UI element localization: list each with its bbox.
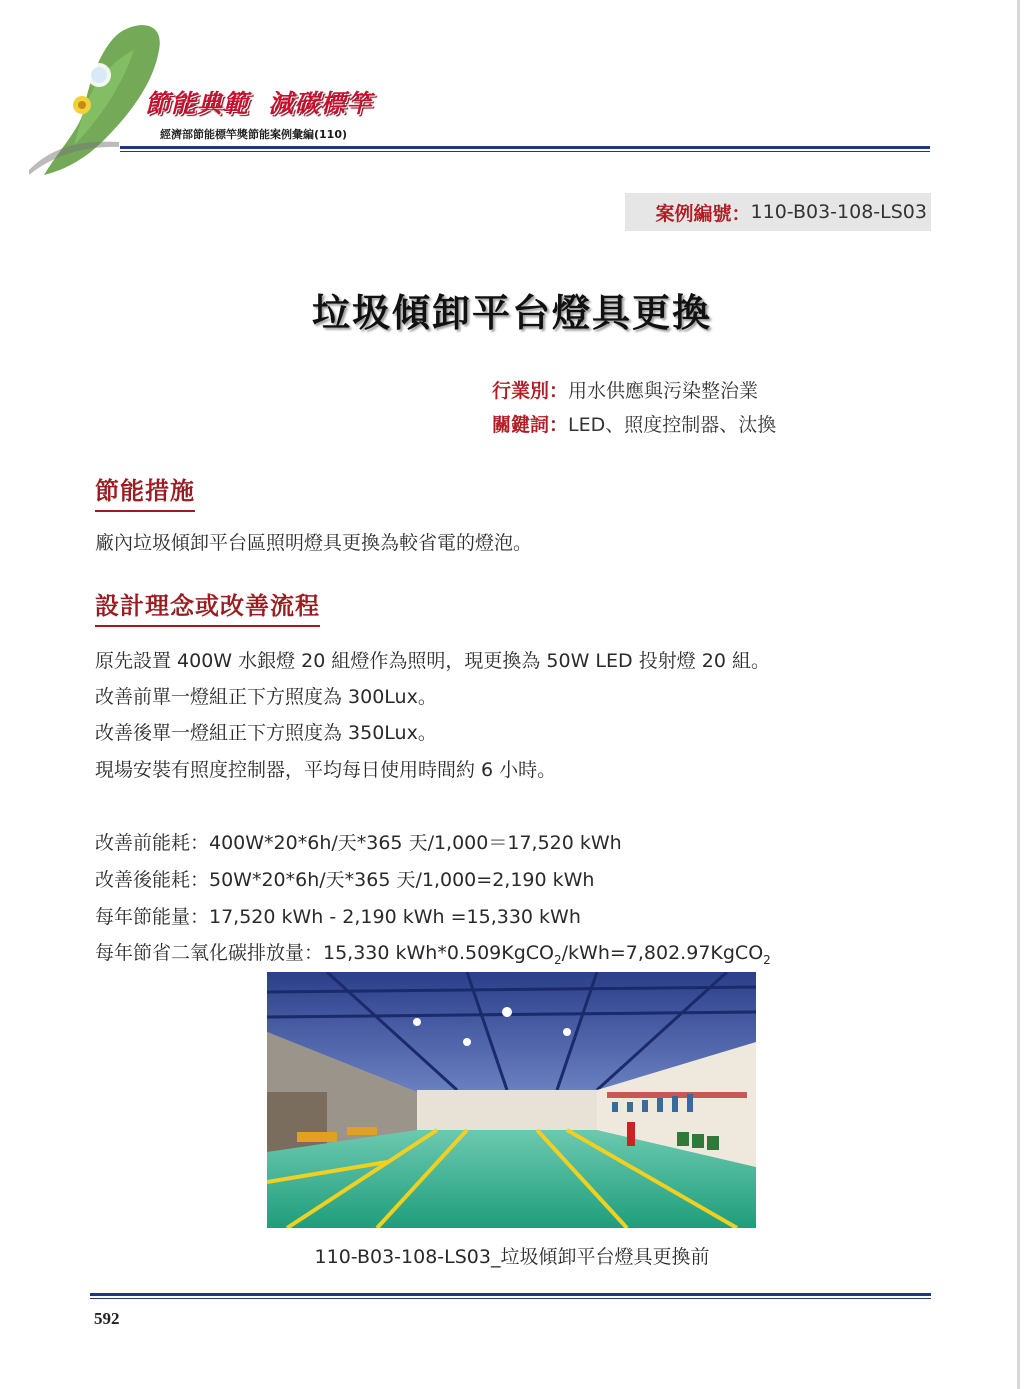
industry-label: 行業別： <box>492 380 569 402</box>
co2-text-a: 每年節省二氧化碳排放量：15,330 kWh*0.509KgCO <box>95 942 554 964</box>
keywords-value: LED、照度控制器、汰換 <box>568 414 777 436</box>
design-line: 改善後單一燈組正下方照度為 350Lux。 <box>95 722 437 744</box>
co2-subscript: 2 <box>554 952 562 967</box>
co2-text-b: /kWh=7,802.97KgCO <box>561 942 764 964</box>
footer-rule <box>90 1293 931 1296</box>
page-number: 592 <box>94 1309 120 1328</box>
case-number-value: 110-B03-108-LS03 <box>750 201 927 223</box>
industry-value: 用水供應與污染整治業 <box>568 380 759 402</box>
co2-subscript: 2 <box>763 952 771 967</box>
keywords-label: 關鍵詞： <box>492 414 569 436</box>
photo-caption: 110-B03-108-LS03_垃圾傾卸平台燈具更換前 <box>314 1246 710 1268</box>
industry-line <box>492 376 758 403</box>
case-number-label: 案例編號： <box>655 202 751 225</box>
brand-subtitle: 經濟部節能標竿獎節能案例彙編(110) <box>160 128 348 141</box>
design-line: 現場安裝有照度控制器，平均每日使用時間約 6 小時。 <box>95 759 557 781</box>
design-heading: 設計理念或改善流程 <box>95 586 320 627</box>
calc-line: 改善前能耗：400W*20*6h/天*365 天/1,000＝17,520 kWh <box>95 832 622 854</box>
calc-line: 改善後能耗：50W*20*6h/天*365 天/1,000=2,190 kWh <box>95 869 595 891</box>
header-rule-thin <box>120 151 930 152</box>
design-line: 改善前單一燈組正下方照度為 300Lux。 <box>95 686 437 708</box>
warehouse-photo-image <box>267 972 756 1228</box>
page-title: 垃圾傾卸平台燈具更換 <box>311 291 712 335</box>
platform-photo <box>267 972 756 1228</box>
brand-title: 節能典範 減碳標竿 <box>145 89 373 118</box>
design-line: 原先設置 400W 水銀燈 20 組燈作為照明，現更換為 50W LED 投射燈 20 組。 <box>95 650 770 672</box>
header-rule <box>120 146 930 149</box>
footer-rule-thin <box>90 1298 931 1299</box>
calc-line: 每年節能量：17,520 kWh - 2,190 kWh =15,330 kWh <box>95 906 581 928</box>
case-number-box <box>625 193 931 231</box>
measures-heading: 節能措施 <box>95 471 195 512</box>
co2-line <box>95 938 771 967</box>
keywords-line <box>492 410 776 437</box>
page-edge <box>1017 0 1020 1389</box>
measures-text: 廠內垃圾傾卸平台區照明燈具更換為較省電的燈泡。 <box>95 532 533 554</box>
